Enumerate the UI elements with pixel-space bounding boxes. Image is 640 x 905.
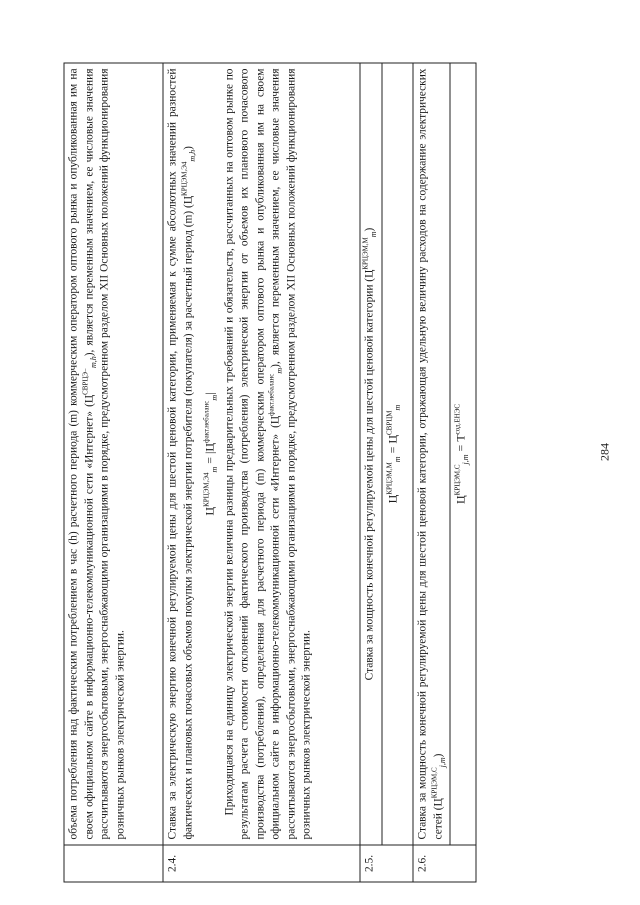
table-row [163,63,360,882]
tariff-table [64,63,477,883]
explanation-paragraph: Приходящаяся на единицу электрической энергии величина разницы предварительных требований и обязательств, рассчитанных на оптовом рынке по результатам расчета стоимости отклонений фактического производства (потребления) электрической энергии от объемов их планового почасового производства (потребления), определенная для расчетного периода (m) коммерческим оператором оптового рынка и опубликованная им на своем официальном сайте в информационно-телекоммуникационной сети «Интернет» $(Ц^{факт.небаланс}_m)$, является переменным значением, ее числовые значения рассчитываются энергосбытовыми, энергоснабжающими организациями в порядке, предусмотренном разделом XII Основных положений функционирования розничных рынков электрической энергии. [223,68,313,840]
row-number: 2.6. [413,845,476,882]
row-number: 2.5. [360,845,413,882]
row-text: объема потребления над фактическим потреблением в час (h) расчетного периода (m) коммерческим оператором оптового рынка и опубликованная им на своем официальном сайте в информационно-телекоммуникационной сети «Интернет» $(Ц^{СВРЦЭ-}_{m,h})$, является переменным значением, ее числовые значения рассчитываются энергосбытовыми, энергоснабжающими организациями в порядке, предусмотренном разделом XII Основных положений функционирования розничных рынков электрической энергии. [64,63,163,845]
row-description: Ставка за мощность конечной регулируемой цены для шестой ценовой категории $(Ц^{КРЦЭМ,М}_m)$ [361,227,378,681]
formula: $Ц^{КРЦЭМ,С}_{j,m} = Т^{сод.ЕНЭС}$ [450,64,470,845]
rotated-page [1,0,640,905]
table-row [360,63,413,882]
table-row [413,63,476,882]
table-row [64,63,163,882]
row-description: Ставка за электрическую энергию конечной регулируемой цены для шестой ценовой категории, применяемая к сумме абсолютных значений разностей фактических и плановых почасовых объемов покупки электрической энергии потребителя (покупателя) за расчетный период (m) $(Ц^{КРЦЭМ,Э4}_{m,h})$ [166,68,197,840]
formula: $Ц^{КРЦЭМ,М}_m = Ц^{СВРЦМ}_m$ [381,64,401,845]
formula: $Ц^{КРЦЭМ,Э4}_m = |Ц^{факт.небаланс}_m|$ [202,392,219,516]
row-text [360,63,413,845]
page-number: 284 [597,443,612,461]
row-number: 2.4. [163,845,360,882]
row-number [64,845,163,882]
row-description: Ставка за мощность конечной регулируемой цены для шестой ценовой категории, отражающая удельную величину расходов на содержание электрических сетей $(Ц^{КРЦЭМ,С}_{j,m})$ [416,68,447,840]
row-text [163,63,360,845]
row-text [413,63,476,845]
